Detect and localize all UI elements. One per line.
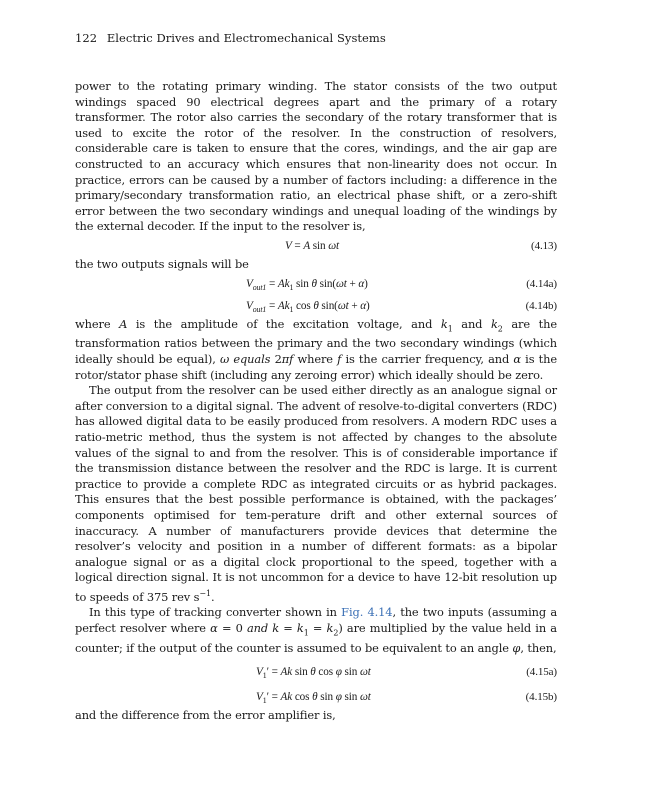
equation-number: (4.15b) (525, 691, 557, 704)
running-header (75, 31, 575, 45)
page-number: 122 (75, 31, 98, 45)
equation-expression: $V_1' = Ak$ sin θ cos φ sin ωt (256, 666, 371, 681)
paragraph-5: In this type of tracking converter shown in Fig. 4.14, the two inputs (assuming a perfect resolver where α = 0 and $k = k_1 = k_2$) are multiplied by the value held in a counter; if the output of the counter is assumed to be equivalent to an angle φ, then, (75, 605, 558, 655)
equation-4-14b (75, 295, 557, 317)
equation-expression: $V_{out1} = Ak_1$ cos θ sin(ωt + α) (246, 299, 370, 314)
figure-reference-link[interactable]: Fig. 4.14 (341, 605, 393, 620)
paragraph-6: and the difference from the error amplifier is, (75, 708, 336, 723)
equation-4-13 (75, 235, 557, 257)
equation-number: (4.13) (531, 239, 557, 252)
equation-number: (4.14a) (526, 277, 557, 290)
equation-4-14a (75, 273, 557, 295)
equation-4-15a (75, 661, 557, 683)
paragraph-4: The output from the resolver can be used either directly as an analogue signal or after conversion to a digital signal. The advent of resolve-to-digital converters (RDC) has allowed digital data to be easily produced from resolvers. A modern RDC uses a ratio-metric method, thus the system is not affected by changes to the absolute values of the signal to and from the resolver. This is of considerable importance if the transmission distance between the resolver and the RDC is large. It is current practice to provide a complete RDC as integrated circuits or as hybrid packages. This ensures that the best possible performance is obtained, with the packages’ components optimised for tem-perature drift and other external sources of inaccuracy. A number of manufacturers provide devices that determine the resolver’s velocity and position in a number of different formats: as a bipolar analogue signal or as a digital clock proportional to the speed, together with a logical direction signal. It is not uncommon for a device to have 12-bit resolution up to speeds of 375 rev $s^{-1}$. (75, 383, 557, 604)
paragraph-3: where A is the amplitude of the excitation voltage, and $k_1$ and $k_2$ are the transformation ratios between the primary and the two secondary windings (which ideally should be equal), ω equals 2πf where f is the carrier frequency, and α is the rotor/stator phase shift (including any zeroing error) which ideally should be zero. (75, 316, 558, 382)
paragraph-2: the two outputs signals will be (75, 256, 249, 271)
equation-number: (4.15a) (526, 666, 557, 679)
equation-4-15b (75, 686, 557, 708)
equation-number: (4.14b) (525, 299, 557, 312)
equation-expression: V = A sin ωt (285, 239, 340, 252)
running-title: Electric Drives and Electromechanical Systems (106, 31, 386, 45)
equation-expression: $V_{out1} = Ak_1$ sin θ sin(ωt + α) (246, 277, 368, 292)
main-text (75, 79, 557, 724)
paragraph-1: power to the rotating primary winding. The stator consists of the two output windings spaced 90 electrical degrees apart and the primary of a rotary transformer. The rotor also carries the secondary of the rotary transformer that is used to excite the rotor of the resolver. In the construction of resolvers, considerable care is taken to ensure that the cores, windings, and the air gap are constructed to an accuracy which ensures that non-linearity does not occur. In practice, errors can be caused by a number of factors including: a difference in the primary/secondary transformation ratio, an electrical phase shift, or a zero-shift error between the two secondary windings and unequal loading of the windings by the external decoder. If the input to the resolver is, (75, 79, 557, 234)
equation-expression: $V_1' = Ak$ cos θ sin φ sin ωt (256, 691, 371, 706)
